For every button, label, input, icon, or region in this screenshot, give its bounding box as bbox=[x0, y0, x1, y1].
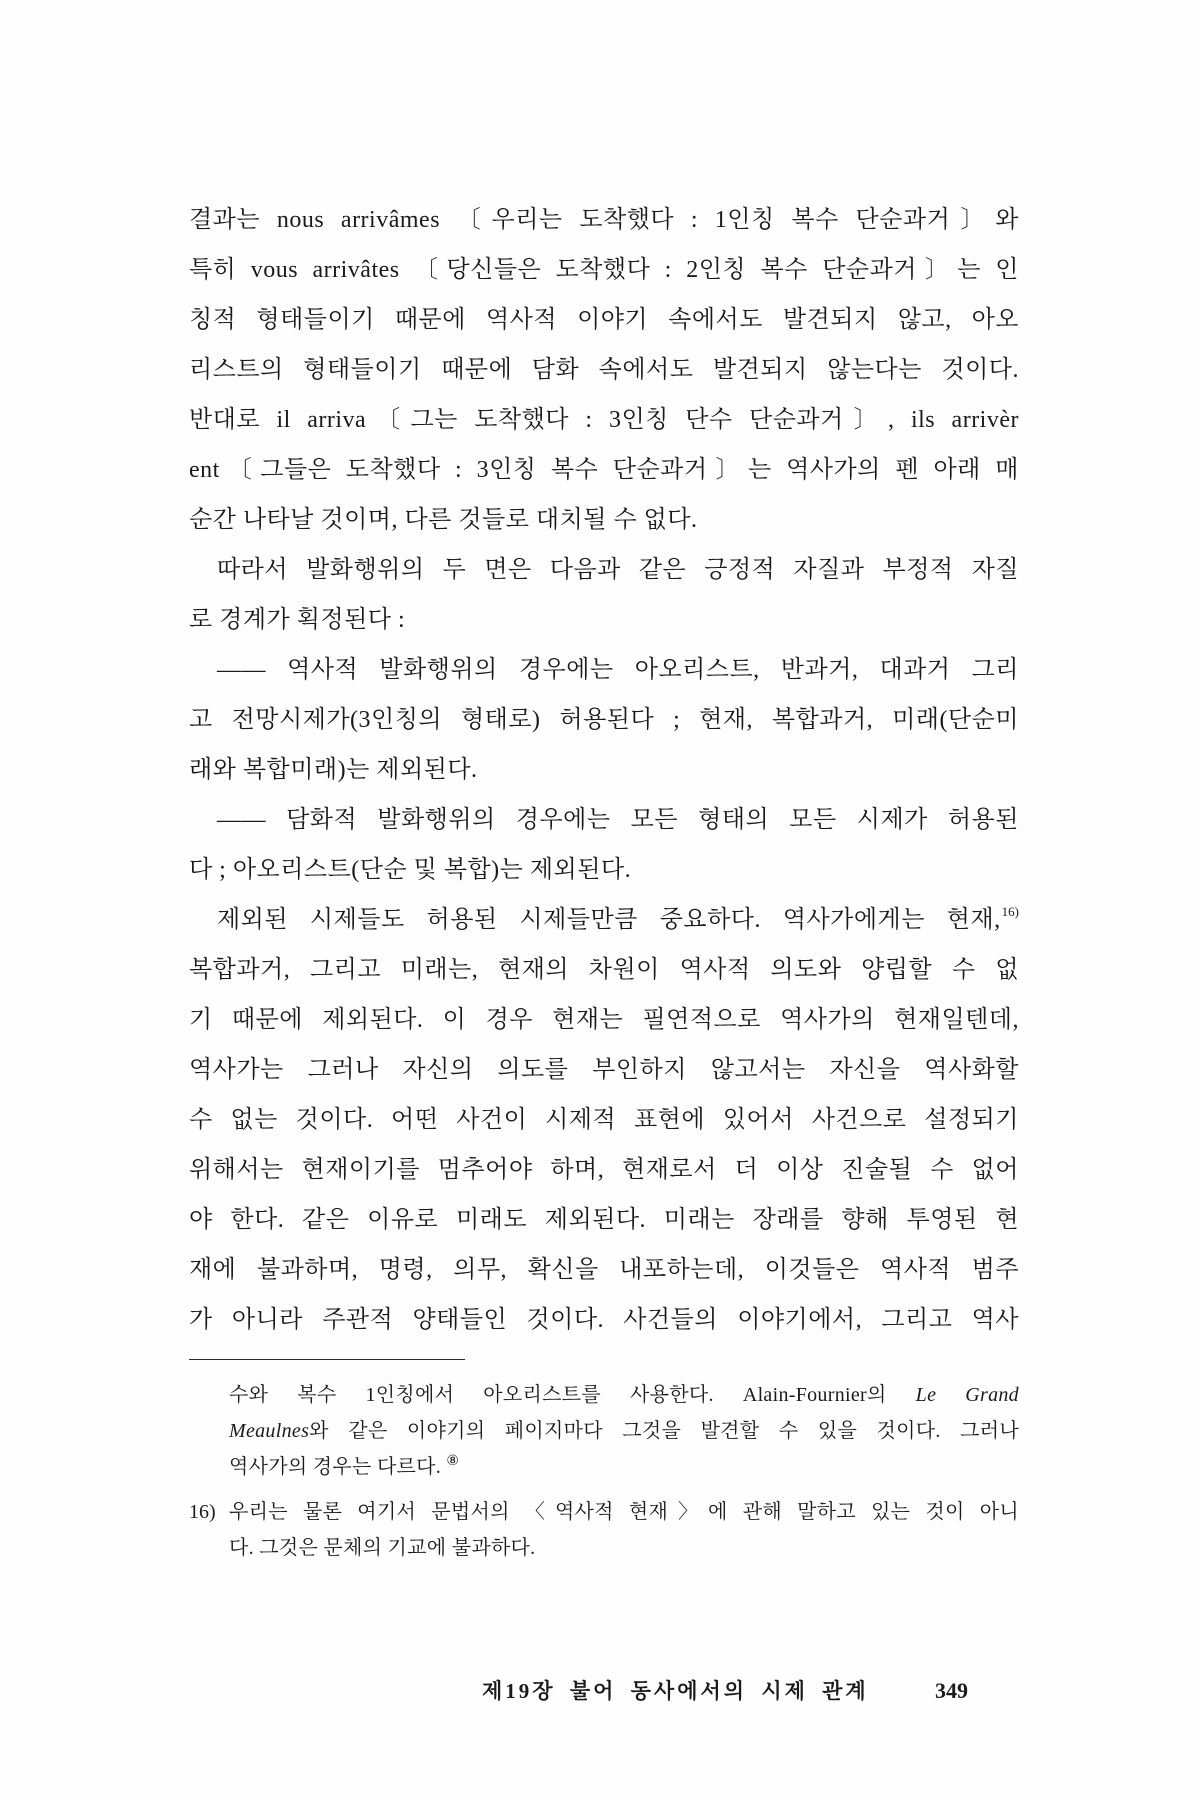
text-line: 특히 vous arrivâtes 〔당신들은 도착했다 : 2인칭 복수 단순과거〕는 인 bbox=[189, 257, 1019, 283]
paragraph bbox=[189, 195, 1019, 545]
body-text bbox=[189, 195, 1019, 1345]
footnote-line bbox=[189, 1449, 1019, 1485]
text-line: 결과는 nous arrivâmes 〔우리는 도착했다 : 1인칭 복수 단순과거〕와 bbox=[189, 207, 1019, 233]
paragraph bbox=[189, 895, 1019, 1345]
footnote-text: 우리는 물론 여기서 문법서의 〈역사적 현재〉에 관해 말하고 있는 것이 아니 bbox=[229, 1501, 1019, 1523]
footnote-text: 역사가의 경우는 다르다. bbox=[229, 1456, 442, 1478]
text-line: 래와 복합미래)는 제외된다. bbox=[189, 757, 478, 783]
text-line: 반대로 il arriva〔그는 도착했다 : 3인칭 단수 단순과거〕, ils arrivèr bbox=[189, 407, 1019, 433]
text-line: 야 한다. 같은 이유로 미래도 제외된다. 미래는 장래를 향해 투영된 현 bbox=[189, 1207, 1019, 1233]
paragraph bbox=[189, 545, 1019, 645]
text-line: 고 전망시제가(3인칭의 형태로) 허용된다 ; 현재, 복합과거, 미래(단순미 bbox=[189, 707, 1019, 733]
text-line: 수 없는 것이다. 어떤 사건이 시제적 표현에 있어서 사건으로 설정되기 bbox=[189, 1107, 1019, 1133]
text-line: 역사가는 그러나 자신의 의도를 부인하지 않고서는 자신을 역사화할 bbox=[189, 1057, 1019, 1083]
footnote-line bbox=[189, 1494, 1019, 1530]
footnote-reference: 16) bbox=[1001, 904, 1019, 919]
footnote-continued bbox=[189, 1377, 1019, 1485]
page-number: 349 bbox=[935, 1678, 968, 1703]
text-line: 칭적 형태들이기 때문에 역사적 이야기 속에서도 발견되지 않고, 아오 bbox=[189, 307, 1019, 333]
footnote-number: 16) bbox=[189, 1501, 216, 1523]
text-line: 위해서는 현재이기를 멈추어야 하며, 현재로서 더 이상 진술될 수 없어 bbox=[189, 1157, 1019, 1183]
text-line: 리스트의 형태들이기 때문에 담화 속에서도 발견되지 않는다는 것이다. bbox=[189, 357, 1019, 383]
text-line: 로 경계가 획정된다 : bbox=[189, 607, 406, 633]
text-line: —— 역사적 발화행위의 경우에는 아오리스트, 반과거, 대과거 그리 bbox=[217, 657, 1019, 683]
text-line: 기 때문에 제외된다. 이 경우 현재는 필연적으로 역사가의 현재일텐데, bbox=[189, 1007, 1019, 1033]
text-line: 재에 불과하며, 명령, 의무, 확신을 내포하는데, 이것들은 역사적 범주 bbox=[189, 1257, 1019, 1283]
text-line: 순간 나타날 것이며, 다른 것들로 대치될 수 없다. bbox=[189, 507, 698, 533]
footnote-text: 와 같은 이야기의 페이지마다 그것을 발견할 수 있을 것이다. 그러나 bbox=[309, 1420, 1019, 1442]
paragraph bbox=[189, 795, 1019, 895]
text-line: 가 아니라 주관적 양태들인 것이다. 사건들의 이야기에서, 그리고 역사 bbox=[189, 1307, 1019, 1333]
running-footer-chapter-title: 제19장 불어 동사에서의 시제 관계 bbox=[482, 1679, 869, 1703]
text-line bbox=[189, 895, 1019, 945]
text-line: 다 ; 아오리스트(단순 및 복합)는 제외된다. bbox=[189, 857, 632, 883]
italic-title: Meaulnes bbox=[229, 1420, 310, 1442]
text-line: ent〔그들은 도착했다 : 3인칭 복수 단순과거〕는 역사가의 펜 아래 매 bbox=[189, 457, 1019, 483]
text-line: 따라서 발화행위의 두 면은 다음과 같은 긍정적 자질과 부정적 자질 bbox=[217, 557, 1019, 583]
footnote-line bbox=[189, 1413, 1019, 1449]
text-line: 복합과거, 그리고 미래는, 현재의 차원이 역사적 의도와 양립할 수 없 bbox=[189, 957, 1019, 983]
footnote-16 bbox=[189, 1494, 1019, 1566]
text-line-content: 제외된 시제들도 허용된 시제들만큼 중요하다. 역사가에게는 현재, bbox=[217, 907, 1001, 933]
footnote-mark: ⑧ bbox=[446, 1454, 460, 1469]
footnote-separator bbox=[189, 1359, 465, 1360]
footnote-line: 다. 그것은 문체의 기교에 불과하다. bbox=[229, 1537, 536, 1559]
italic-title: Le Grand bbox=[915, 1384, 1019, 1406]
footnote-text: 수와 복수 1인칭에서 아오리스트를 사용한다. Alain-Fournier의 bbox=[229, 1384, 887, 1406]
footnote-line bbox=[189, 1377, 1019, 1413]
text-line: —— 담화적 발화행위의 경우에는 모든 형태의 모든 시제가 허용된 bbox=[217, 807, 1019, 833]
footnotes bbox=[189, 1377, 1019, 1566]
paragraph bbox=[189, 645, 1019, 795]
